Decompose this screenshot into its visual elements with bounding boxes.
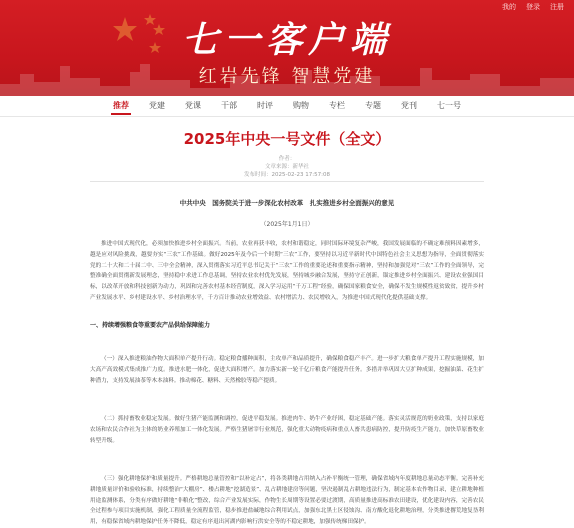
nav-item-recommend[interactable]: 推荐	[103, 96, 139, 116]
nav-item-cadre[interactable]: 干部	[221, 101, 237, 110]
paragraph-3: （三）强化耕地保护和质量提升。严格耕地总量管控和“以补定占”，将各类耕地占用纳入占补平衡统一管理，确保省域内年度耕地总量动态平衡。完善补充耕地质量评价和验收标准，持续整治“大棚房”、楼占耕地“挖湖造景”、乱占耕地建房等问题，坚决遏制乱占耕地违法行为，制定基本农作物目录，建立耕地种植用途监测体系，分类有序做好耕地“非粮化”整改，综合产业发展实际，作物生长周期等设置必要过渡期，高质量推进高标准农田建设，优化建设内容，完善农民全过程参与项目实施机制，强化工程质量全流程监管，稳步推进盐碱地综合利用试点，加强东北黑土区侵蚀沟、南方酸化退化耕地治理，分类推进撂荒地复垦利用，有稳保省域内耕地保护任务不降低，稳定有序退出河湖内影响行洪安全等的不稳定耕地，加强传统梯田保护。	[90, 476, 484, 526]
nav-item-party-class[interactable]: 党课	[185, 101, 201, 110]
paragraph-1: （一）深入推进粮油作物大面积单产提升行动。稳定粮食播种面积，主攻单产和品质提升，确保粮食稳产丰产。进一步扩大粮食单产提升工程实施规模，加大高产高效模式集成推广力度。推进水肥一体化，促进大面积增产。加力落实新一轮千亿斤粮食产能提升任务。多措并举巩固大豆扩种成果，挖掘油菜、花生扩种潜力，支持发展油茶等木本油料。推动棉花、糖料、天然橡胶等稳产提质。	[90, 356, 484, 384]
top-link-login[interactable]: 登录	[526, 3, 540, 11]
nav-item-party-building[interactable]: 党建	[149, 101, 165, 110]
nav-item-column[interactable]: 专栏	[329, 101, 345, 110]
nav-item-qiyi[interactable]: 七一号	[437, 101, 461, 110]
nav-item-topic[interactable]: 专题	[365, 101, 381, 110]
article-time: 发布时间：2025-02-23 17:57:08	[244, 172, 330, 178]
header-banner	[0, 0, 574, 96]
paragraph-2: （二）抓持畜牧业稳定发展。做好生猪产能监测和调控，促进平稳发展。推进肉牛、奶牛产业纾困，稳定基础产能。落实灵活规范的奶业政策，支持以家庭农场和农民合作社为主体的奶业养殖加工一体化发展。严格生猪屠宰行业规范，强化重大动物疫病和重点人畜共患病防控，提升防疫生产能力，加快草原畜牧业转型升级。	[90, 416, 484, 444]
top-links	[502, 2, 564, 12]
nav-item-shopping[interactable]: 购物	[293, 101, 309, 110]
document-date: （2025年1月1日）	[260, 221, 314, 228]
brand-title: 七一客户端	[181, 19, 392, 61]
divider	[90, 181, 484, 182]
nav-item-commentary[interactable]: 时评	[257, 101, 273, 110]
top-link-register[interactable]: 注册	[550, 3, 564, 11]
section-heading: 一、持续增强粮食等重要农产品供给保障能力	[90, 322, 211, 329]
top-link-mine[interactable]: 我的	[502, 3, 516, 11]
document-title: 中共中央 国务院关于进一步深化农村改革 扎实推进乡村全面振兴的意见	[179, 199, 395, 207]
brand-subtitle: 红岩先锋 智慧党建	[198, 66, 376, 87]
main-nav	[0, 96, 574, 117]
paragraph-intro: 推进中国式现代化，必须加快推进乡村全面振兴。当前，农业再获丰收，农村和谐稳定，同时国际环境复杂严峻，我国发展面临的不确定难预料因素增多，越是应对风险挑战，越要夯实“三农”工作基础。做好2025年及今后一个时期“三农”工作，要坚持以习近平新时代中国特色社会主义思想为指导，全面贯彻落实党的二十大和二十届二中、三中全会精神，深入贯彻落实习近平总书记关于“三农”工作的重要论述和重要指示精神，坚持和加强党对“三农”工作的全面领导，完整准确全面贯彻新发展理念，坚持稳中求进工作总基调，坚持农业农村优先发展，坚持城乡融合发展，坚持守正创新，锚定推进乡村全面振兴、建设农业强国目标，以改革开放和科技创新为动力，巩固和完善农村基本经营制度，深入学习运用“千万工程”经验，确保国家粮食安全，确保不发生规模性返贫致贫，提升乡村产业发展水平、乡村建设水平、乡村治理水平，千方百计推动农业增效益、农村增活力、农民增收入，为推进中国式现代化提供基础支撑。	[90, 241, 484, 301]
article-author: 作者：	[278, 156, 296, 162]
article-headline: 2025年中央一号文件（全文）	[183, 130, 391, 148]
article-source: 文章来源：新华社	[264, 164, 309, 170]
nav-item-journal[interactable]: 党刊	[401, 101, 417, 110]
